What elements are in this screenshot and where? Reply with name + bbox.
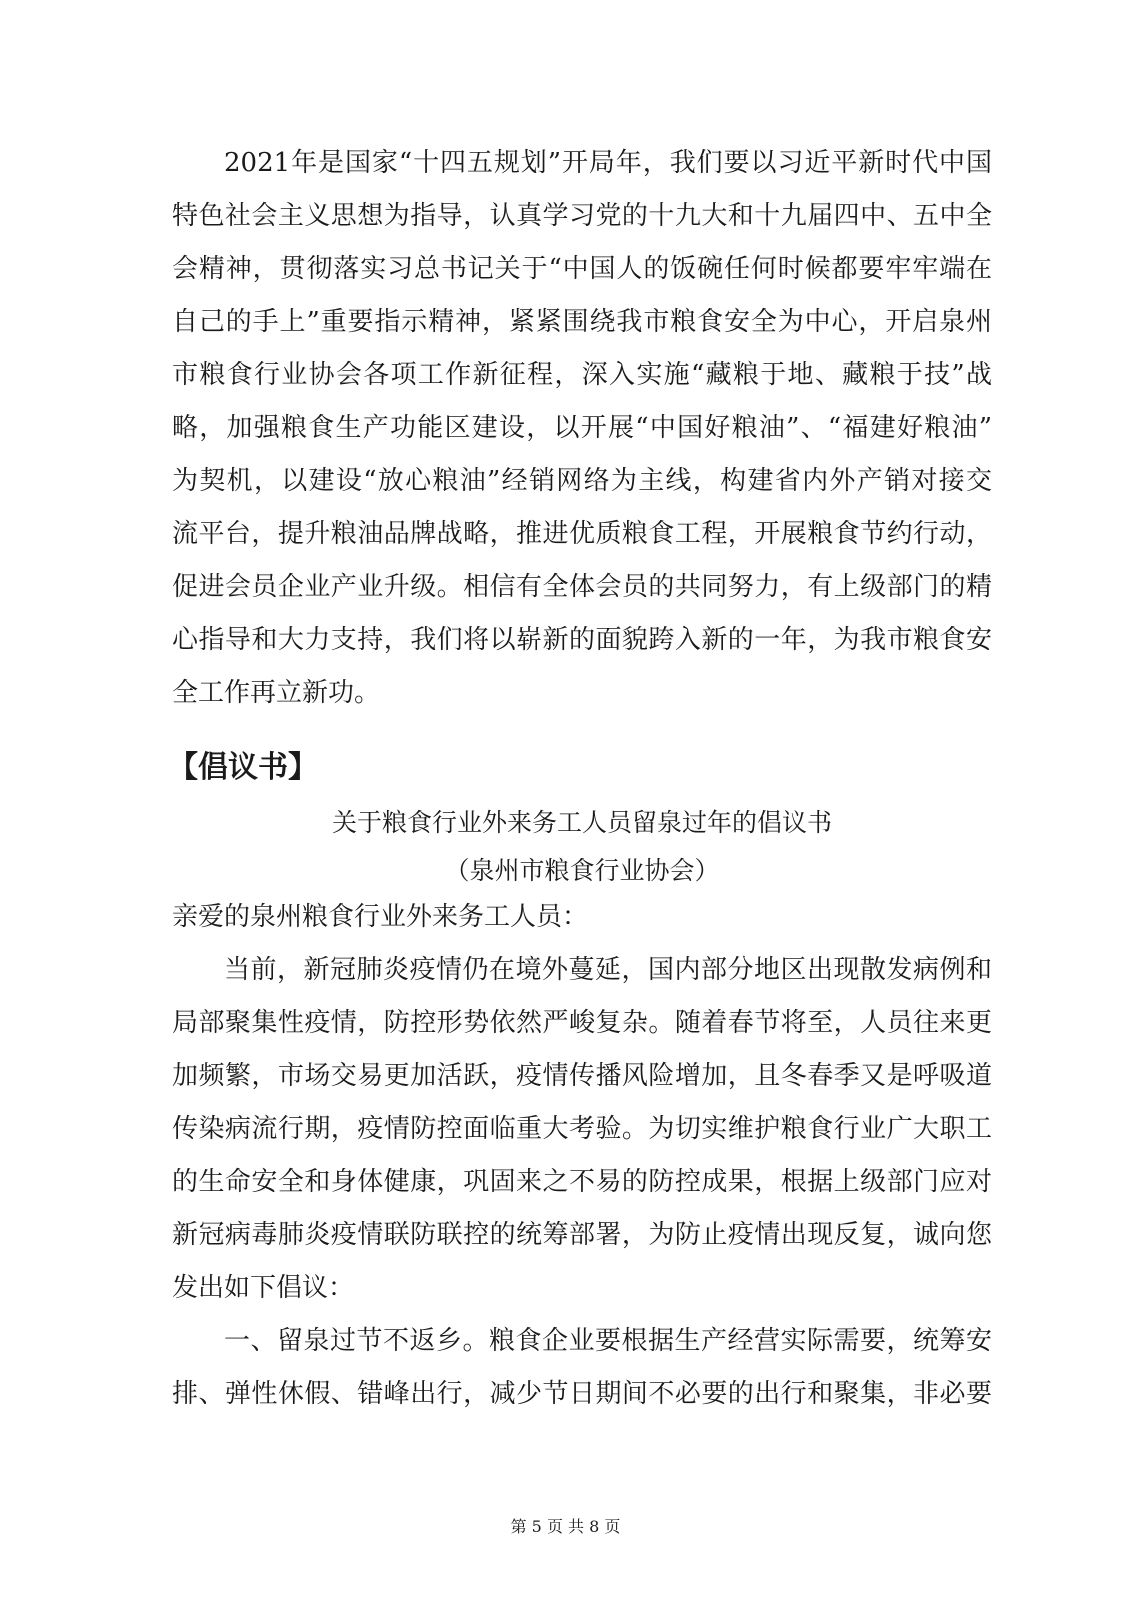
document-subtitle: （泉州市粮食行业协会） — [444, 856, 720, 885]
intro-line: 流平台，提升粮油品牌战略，推进优质粮食工程，开展粮食节约行动， — [172, 519, 992, 549]
section-heading: 【倡议书】 — [168, 750, 318, 785]
letter-line: 新冠病毒肺炎疫情联防联控的统筹部署，为防止疫情出现反复，诚向您 — [172, 1220, 992, 1250]
document-title: 关于粮食行业外来务工人员留泉过年的倡议书 — [331, 808, 832, 837]
intro-line: 心指导和大力支持，我们将以崭新的面貌跨入新的一年，为我市粮食安 — [172, 625, 992, 655]
intro-line: 会精神，贯彻落实习总书记关于“中国人的饭碗任何时候都要牢牢端在 — [172, 254, 992, 284]
letter-body — [172, 891, 992, 1421]
intro-line: 略，加强粮食生产功能区建设，以开展“中国好粮油”、“福建好粮油” — [172, 413, 992, 443]
intro-line: 特色社会主义思想为指导，认真学习党的十九大和十九届四中、五中全 — [172, 201, 992, 231]
intro-line: 促进会员企业产业升级。相信有全体会员的共同努力，有上级部门的精 — [172, 572, 992, 602]
intro-line: 市粮食行业协会各项工作新征程，深入实施“藏粮于地、藏粮于技”战 — [172, 360, 992, 390]
intro-line: 全工作再立新功。 — [172, 678, 381, 708]
letter-line: 传染病流行期，疫情防控面临重大考验。为切实维护粮食行业广大职工 — [172, 1114, 992, 1144]
letter-line: 加频繁，市场交易更加活跃，疫情传播风险增加，且冬春季又是呼吸道 — [172, 1061, 992, 1091]
letter-line: 排、弹性休假、错峰出行，减少节日期间不必要的出行和聚集，非必要 — [172, 1379, 992, 1409]
letter-salutation: 亲爱的泉州粮食行业外来务工人员： — [172, 902, 589, 932]
intro-line: 2021年是国家“十四五规划”开局年，我们要以习近平新时代中国 — [224, 148, 992, 178]
letter-line: 一、留泉过节不返乡。粮食企业要根据生产经营实际需要，统筹安 — [224, 1326, 992, 1356]
letter-line: 的生命安全和身体健康，巩固来之不易的防控成果，根据上级部门应对 — [172, 1167, 992, 1197]
page-footer: 第 5 页 共 8 页 — [510, 1517, 621, 1536]
letter-line: 当前，新冠肺炎疫情仍在境外蔓延，国内部分地区出现散发病例和 — [224, 955, 992, 985]
letter-line: 发出如下倡议： — [172, 1273, 355, 1303]
intro-line: 为契机，以建设“放心粮油”经销网络为主线，构建省内外产销对接交 — [172, 466, 992, 496]
intro-line: 自己的手上”重要指示精神，紧紧围绕我市粮食安全为中心，开启泉州 — [172, 307, 992, 337]
letter-line: 局部聚集性疫情，防控形势依然严峻复杂。随着春节将至，人员往来更 — [172, 1008, 992, 1038]
intro-paragraph — [172, 137, 992, 720]
